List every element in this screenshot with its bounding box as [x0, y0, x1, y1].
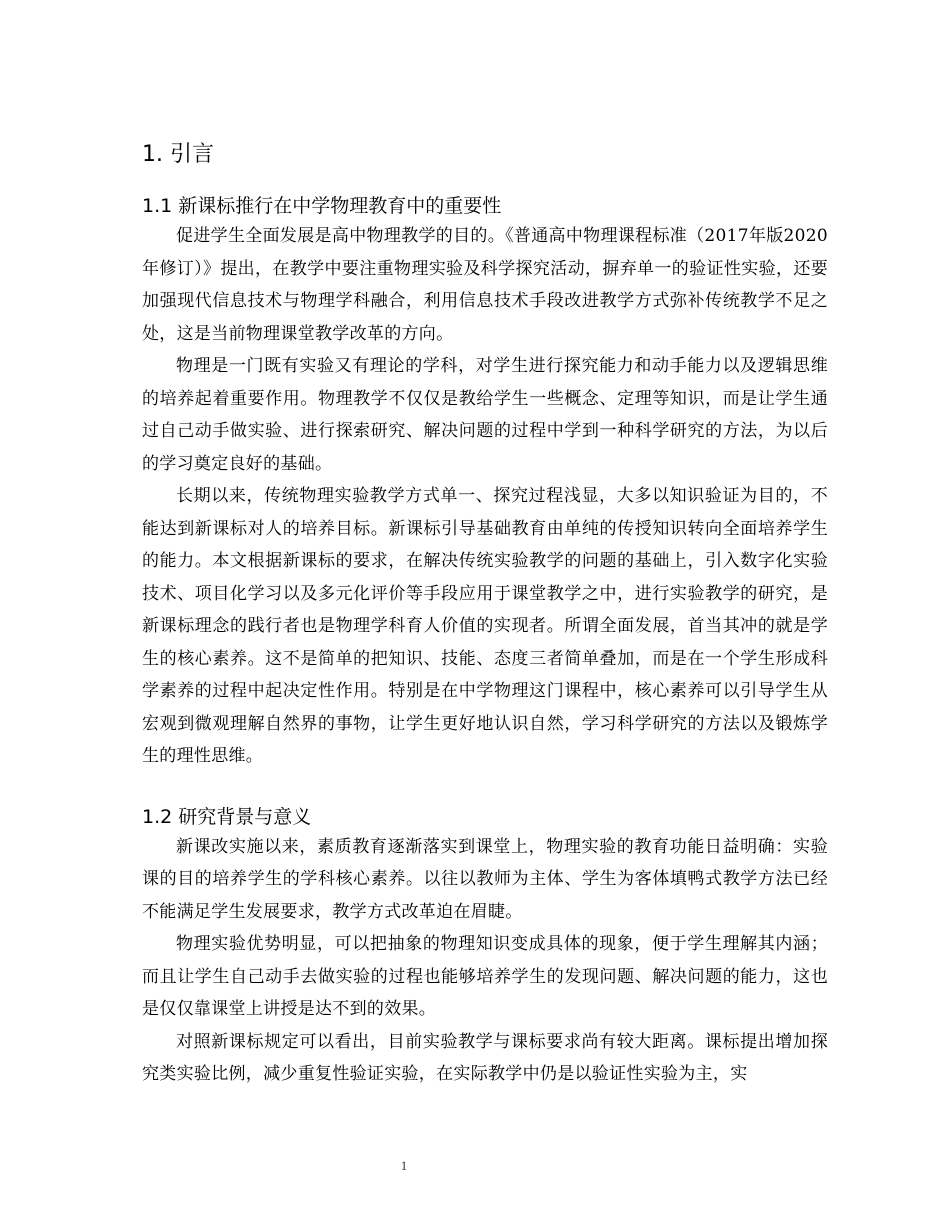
paragraph: 物理实验优势明显，可以把抽象的物理知识变成具体的现象，便于学生理解其内涵；而且让学生自己动手去做实验的过程也能够培养学生的发现问题、解决问题的能力，这也是仅仅靠课堂上讲授是达不到的效果。: [142, 934, 828, 1019]
chapter-heading: 1. 引言: [142, 142, 214, 167]
paragraph: 长期以来，传统物理实验教学方式单一、探究过程浅显，大多以知识验证为目的，不能达到新课标对人的培养目标。新课标引导基础教育由单纯的传授知识转向全面培养学生的能力。本文根据新课标的要求，在解决传统实验教学的问题的基础上，引入数字化实验技术、项目化学习以及多元化评价等手段应用于课堂教学之中，进行实验教学的研究，是新课标理念的践行者也是物理学科育人价值的实现者。所谓全面发展，首当其冲的就是学生的核心素养。这不是简单的把知识、技能、态度三者简单叠加，而是在一个学生形成科学素养的过程中起决定性作用。特别是在中学物理这门课程中，核心素养可以引导学生从宏观到微观理解自然界的事物，让学生更好地认识自然，学习科学研究的方法以及锻炼学生的理性思维。: [142, 486, 828, 766]
paragraph: 新课改实施以来，素质教育逐渐落实到课堂上，物理实验的教育功能日益明确：实验课的目的培养学生的学科核心素养。以往以教师为主体、学生为客体填鸭式教学方法已经不能满足学生发展要求，教学方式改革迫在眉睫。: [142, 836, 828, 922]
paragraph: 促进学生全面发展是高中物理教学的目的。《普通高中物理课程标准（2017年版2020年修订）》提出，在教学中要注重物理实验及科学探究活动，摒弃单一的验证性实验，还要加强现代信息技术与物理学科融合，利用信息技术手段改进教学方式弥补传统教学不足之处，这是当前物理课堂教学改革的方向。: [142, 226, 828, 344]
page-number: 1: [400, 1158, 408, 1173]
paragraph: 物理是一门既有实验又有理论的学科，对学生进行探究能力和动手能力以及逻辑思维的培养起着重要作用。物理教学不仅仅是教给学生一些概念、定理等知识，而是让学生通过自己动手做实验、进行探索研究、解决问题的过程中学到一种科学研究的方法，为以后的学习奠定良好的基础。: [142, 356, 828, 474]
section-heading-1-1: 1.1 新课标推行在中学物理教育中的重要性: [142, 195, 502, 217]
page-footer: [0, 1158, 950, 1174]
paragraph: 对照新课标规定可以看出，目前实验教学与课标要求尚有较大距离。课标提出增加探究类实验比例，减少重复性验证实验，在实际教学中仍是以验证性实验为主，实: [142, 1031, 828, 1084]
page-body: [142, 140, 828, 1091]
section-heading-1-2: 1.2 研究背景与意义: [142, 805, 312, 828]
